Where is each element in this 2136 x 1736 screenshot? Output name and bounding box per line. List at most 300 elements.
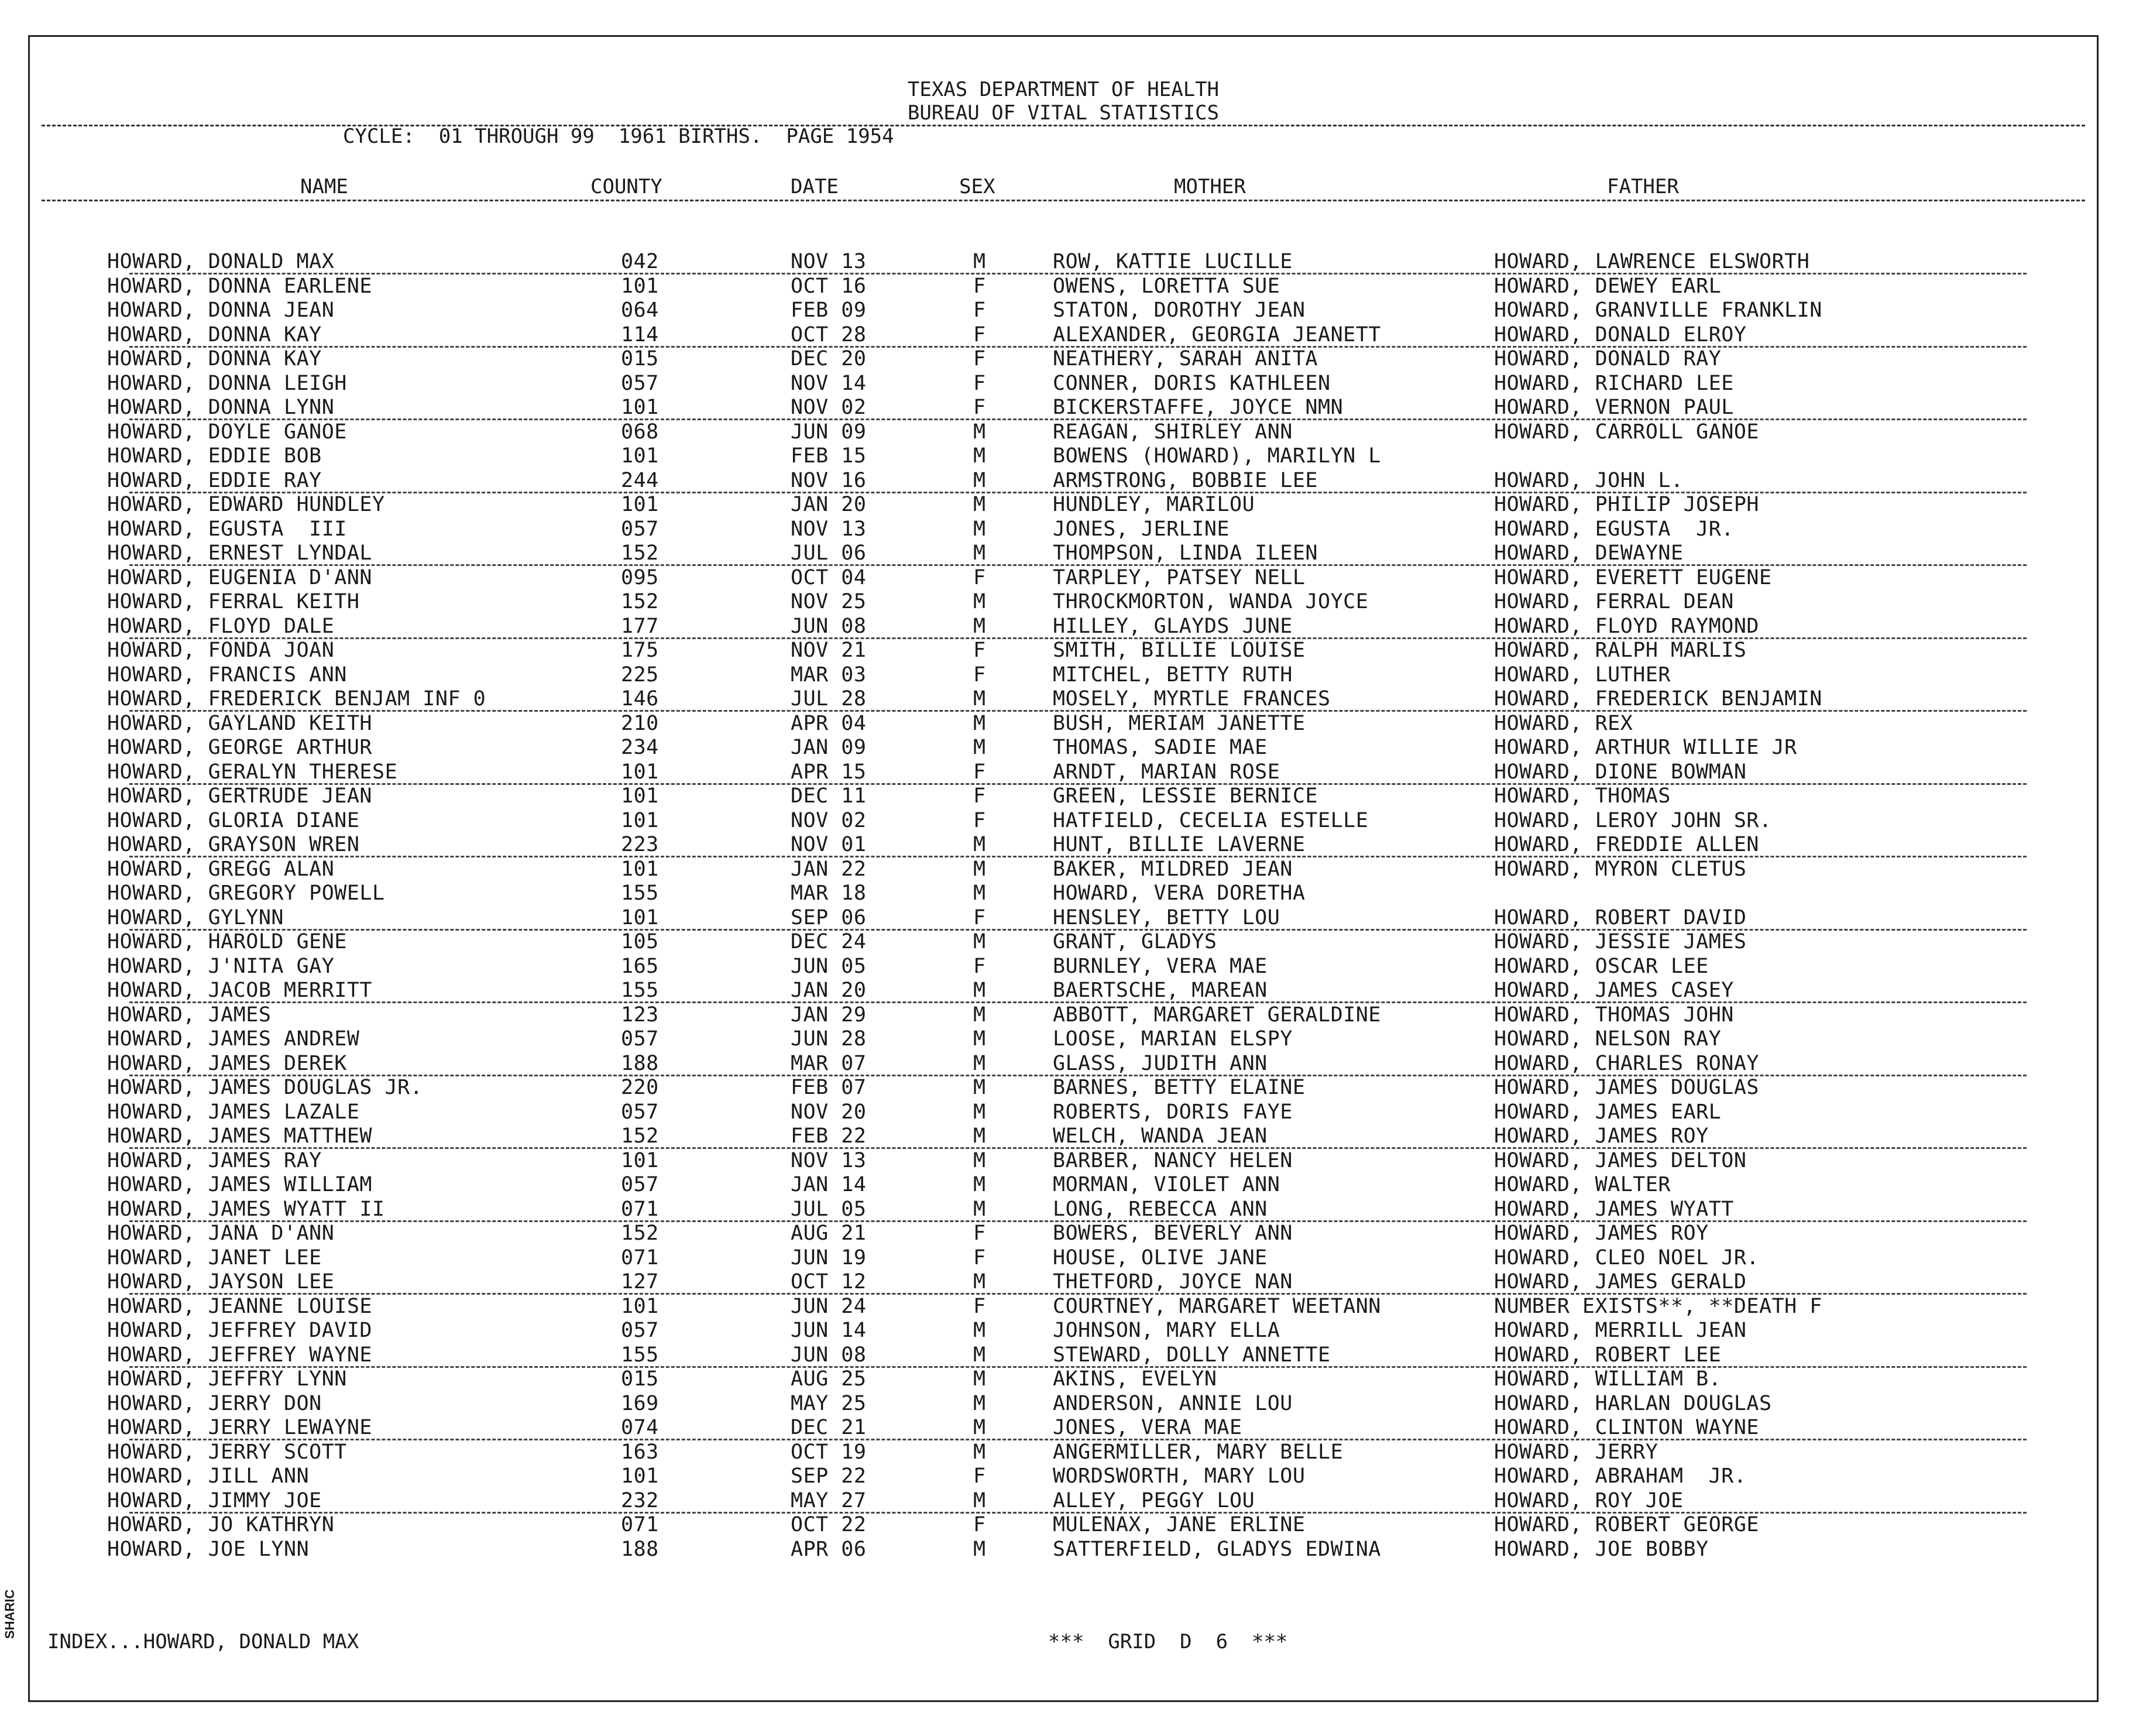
county-cell: 101	[621, 808, 659, 832]
county-cell: 152	[621, 590, 659, 613]
date-cell: JUN 08	[791, 1343, 867, 1367]
father-cell: HOWARD, JOHN L.	[1494, 468, 1684, 492]
county-cell: 244	[621, 468, 659, 492]
county-cell: 155	[621, 881, 659, 905]
county-cell: 068	[621, 420, 659, 444]
name-cell: HOWARD, JEFFRY LYNN	[107, 1367, 347, 1391]
name-cell: HOWARD, J'NITA GAY	[107, 954, 335, 978]
date-cell: JAN 09	[791, 736, 867, 759]
table-row	[30, 1222, 2097, 1245]
date-cell: OCT 22	[791, 1513, 867, 1536]
father-cell: HOWARD, PHILIP JOSEPH	[1494, 493, 1760, 516]
county-cell: 071	[621, 1197, 659, 1221]
table-row	[30, 299, 2097, 322]
date-cell: JUN 14	[791, 1319, 867, 1342]
date-cell: JUN 28	[791, 1027, 867, 1051]
records-table	[30, 37, 2097, 1700]
father-cell: HOWARD, LUTHER	[1494, 663, 1671, 687]
mother-cell: ARNDT, MARIAN ROSE	[1053, 760, 1280, 784]
table-row	[30, 1440, 2097, 1464]
table-row	[30, 1198, 2097, 1221]
name-cell: HOWARD, GEORGE ARTHUR	[107, 736, 373, 759]
date-cell: MAY 25	[791, 1391, 867, 1415]
table-row	[30, 517, 2097, 541]
father-cell: HOWARD, VERNON PAUL	[1494, 396, 1734, 419]
mother-cell: WELCH, WANDA JEAN	[1053, 1124, 1268, 1148]
sex-cell: M	[973, 1270, 986, 1294]
father-cell: HOWARD, WALTER	[1494, 1173, 1671, 1196]
name-cell: HOWARD, DONNA EARLENE	[107, 274, 373, 298]
sex-cell: M	[973, 930, 986, 953]
mother-cell: ALEXANDER, GEORGIA JEANETT	[1053, 323, 1381, 346]
name-cell: HOWARD, JEANNE LOUISE	[107, 1294, 373, 1318]
name-cell: HOWARD, FREDERICK BENJAM INF 0	[107, 687, 486, 711]
county-cell: 057	[621, 517, 659, 541]
county-cell: 232	[621, 1488, 659, 1512]
table-row	[30, 1246, 2097, 1270]
mother-cell: THETFORD, JOYCE NAN	[1053, 1270, 1293, 1294]
name-cell: HOWARD, DONNA KAY	[107, 347, 322, 370]
mother-cell: HILLEY, GLAYDS JUNE	[1053, 614, 1293, 638]
column-header-father: FATHER	[1607, 175, 1679, 198]
name-cell: HOWARD, GREGORY POWELL	[107, 881, 385, 905]
county-cell: 042	[621, 250, 659, 273]
county-cell: 057	[621, 1027, 659, 1051]
date-cell: NOV 14	[791, 371, 867, 395]
table-row	[30, 396, 2097, 419]
father-cell: HOWARD, ROBERT DAVID	[1494, 905, 1747, 929]
date-cell: FEB 09	[791, 299, 867, 322]
name-cell: HOWARD, JEFFREY WAYNE	[107, 1343, 373, 1367]
mother-cell: THOMPSON, LINDA ILEEN	[1053, 541, 1318, 565]
sex-cell: F	[973, 1294, 986, 1318]
mother-cell: JOHNSON, MARY ELLA	[1053, 1319, 1280, 1342]
column-header-county: COUNTY	[590, 175, 662, 198]
date-cell: MAR 07	[791, 1051, 867, 1075]
table-row	[30, 1367, 2097, 1391]
name-cell: HOWARD, DOYLE GANOE	[107, 420, 347, 444]
sex-cell: M	[973, 444, 986, 468]
county-cell: 101	[621, 905, 659, 929]
table-row	[30, 1076, 2097, 1099]
father-cell: HOWARD, DEWAYNE	[1494, 541, 1684, 565]
sex-cell: M	[973, 1416, 986, 1439]
name-cell: HOWARD, DONNA JEAN	[107, 299, 335, 322]
table-row	[30, 590, 2097, 613]
name-cell: HOWARD, DONNA LYNN	[107, 396, 335, 419]
name-cell: HOWARD, JAMES LAZALE	[107, 1100, 360, 1124]
date-cell: APR 06	[791, 1537, 867, 1561]
county-cell: 146	[621, 687, 659, 711]
father-cell: HOWARD, ROBERT LEE	[1494, 1343, 1722, 1367]
county-cell: 101	[621, 444, 659, 468]
date-cell: AUG 25	[791, 1367, 867, 1391]
table-row	[30, 250, 2097, 273]
mother-cell: TARPLEY, PATSEY NELL	[1053, 565, 1306, 589]
table-row	[30, 566, 2097, 589]
mother-cell: BOWENS (HOWARD), MARILYN L	[1053, 444, 1381, 468]
table-row	[30, 784, 2097, 808]
county-cell: 057	[621, 1173, 659, 1196]
sex-cell: F	[973, 639, 986, 662]
date-cell: SEP 22	[791, 1464, 867, 1488]
father-cell: HOWARD, DIONE BOWMAN	[1494, 760, 1747, 784]
father-cell: HOWARD, ARTHUR WILLIE JR	[1494, 736, 1797, 759]
mother-cell: AKINS, EVELYN	[1053, 1367, 1217, 1391]
date-cell: FEB 07	[791, 1076, 867, 1099]
father-cell: HOWARD, JAMES DOUGLAS	[1494, 1076, 1760, 1099]
sex-cell: M	[973, 687, 986, 711]
table-row	[30, 1538, 2097, 1561]
date-cell: MAR 03	[791, 663, 867, 687]
sex-cell: F	[973, 905, 986, 929]
name-cell: HOWARD, GERALYN THERESE	[107, 760, 398, 784]
father-cell: HOWARD, ABRAHAM JR.	[1494, 1464, 1747, 1488]
name-cell: HOWARD, GERTRUDE JEAN	[107, 784, 373, 808]
table-row	[30, 444, 2097, 468]
sex-cell: F	[973, 565, 986, 589]
table-row	[30, 420, 2097, 444]
date-cell: OCT 19	[791, 1440, 867, 1464]
county-cell: 101	[621, 857, 659, 881]
table-row	[30, 493, 2097, 516]
father-cell: HOWARD, FREDDIE ALLEN	[1494, 833, 1760, 856]
sex-cell: F	[973, 299, 986, 322]
sex-cell: F	[973, 1513, 986, 1536]
mother-cell: CONNER, DORIS KATHLEEN	[1053, 371, 1331, 395]
table-row	[30, 809, 2097, 832]
table-row	[30, 1513, 2097, 1536]
mother-cell: STATON, DOROTHY JEAN	[1053, 299, 1306, 322]
name-cell: HOWARD, DONALD MAX	[107, 250, 335, 273]
date-cell: NOV 02	[791, 396, 867, 419]
county-cell: 220	[621, 1076, 659, 1099]
name-cell: HOWARD, JO KATHRYN	[107, 1513, 335, 1536]
date-cell: NOV 21	[791, 639, 867, 662]
mother-cell: WORDSWORTH, MARY LOU	[1053, 1464, 1306, 1488]
father-cell: HOWARD, CHARLES RONAY	[1494, 1051, 1760, 1075]
mother-cell: BUSH, MERIAM JANETTE	[1053, 711, 1306, 735]
mother-cell: STEWARD, DOLLY ANNETTE	[1053, 1343, 1331, 1367]
father-cell: HOWARD, JESSIE JAMES	[1494, 930, 1747, 953]
county-cell: 152	[621, 1124, 659, 1148]
mother-cell: MOSELY, MYRTLE FRANCES	[1053, 687, 1331, 711]
father-cell: HOWARD, LAWRENCE ELSWORTH	[1494, 250, 1810, 273]
table-row	[30, 1100, 2097, 1124]
table-row	[30, 736, 2097, 759]
date-cell: JUN 08	[791, 614, 867, 638]
county-cell: 101	[621, 1294, 659, 1318]
sex-cell: F	[973, 784, 986, 808]
father-cell: HOWARD, JAMES ROY	[1494, 1124, 1709, 1148]
name-cell: HOWARD, JERRY LEWAYNE	[107, 1416, 373, 1439]
sex-cell: F	[973, 1222, 986, 1245]
sex-cell: M	[973, 1003, 986, 1027]
county-cell: 074	[621, 1416, 659, 1439]
county-cell: 225	[621, 663, 659, 687]
sex-cell: F	[973, 1464, 986, 1488]
county-cell: 105	[621, 930, 659, 953]
sex-cell: M	[973, 1440, 986, 1464]
mother-cell: THOMAS, SADIE MAE	[1053, 736, 1268, 759]
sex-cell: M	[973, 1027, 986, 1051]
father-cell: HOWARD, JERRY	[1494, 1440, 1658, 1464]
father-cell: HOWARD, GRANVILLE FRANKLIN	[1494, 299, 1822, 322]
county-cell: 169	[621, 1391, 659, 1415]
father-cell: HOWARD, DONALD ELROY	[1494, 323, 1747, 346]
date-cell: JAN 20	[791, 979, 867, 1002]
date-cell: NOV 01	[791, 833, 867, 856]
name-cell: HOWARD, JACOB MERRITT	[107, 979, 373, 1002]
table-row	[30, 687, 2097, 711]
sex-cell: M	[973, 590, 986, 613]
date-cell: FEB 22	[791, 1124, 867, 1148]
father-cell: HOWARD, DONALD RAY	[1494, 347, 1722, 370]
county-cell: 101	[621, 396, 659, 419]
table-row	[30, 979, 2097, 1002]
county-cell: 101	[621, 274, 659, 298]
mother-cell: SMITH, BILLIE LOUISE	[1053, 639, 1306, 662]
name-cell: HOWARD, FONDA JOAN	[107, 639, 335, 662]
mother-cell: JONES, JERLINE	[1053, 517, 1230, 541]
table-row	[30, 881, 2097, 905]
table-row	[30, 955, 2097, 978]
sex-cell: M	[973, 1173, 986, 1196]
father-cell: HOWARD, JAMES EARL	[1494, 1100, 1722, 1124]
date-cell: JUL 05	[791, 1197, 867, 1221]
document-frame	[28, 35, 2099, 1702]
father-cell: HOWARD, JAMES WYATT	[1494, 1197, 1734, 1221]
father-cell: HOWARD, FERRAL DEAN	[1494, 590, 1734, 613]
date-cell: JUN 24	[791, 1294, 867, 1318]
column-header-date: DATE	[791, 175, 839, 198]
date-cell: JAN 20	[791, 493, 867, 516]
sex-cell: F	[973, 347, 986, 370]
father-cell: HOWARD, THOMAS	[1494, 784, 1671, 808]
name-cell: HOWARD, JILL ANN	[107, 1464, 310, 1488]
mother-cell: ANGERMILLER, MARY BELLE	[1053, 1440, 1344, 1464]
sex-cell: M	[973, 1343, 986, 1367]
county-cell: 101	[621, 493, 659, 516]
father-cell: HOWARD, RICHARD LEE	[1494, 371, 1734, 395]
table-row	[30, 712, 2097, 735]
sex-cell: M	[973, 1391, 986, 1415]
mother-cell: HENSLEY, BETTY LOU	[1053, 905, 1280, 929]
mother-cell: JONES, VERA MAE	[1053, 1416, 1242, 1439]
date-cell: APR 15	[791, 760, 867, 784]
county-cell: 152	[621, 541, 659, 565]
mother-cell: MULENAX, JANE ERLINE	[1053, 1513, 1306, 1536]
mother-cell: BOWERS, BEVERLY ANN	[1053, 1222, 1293, 1245]
mother-cell: ANDERSON, ANNIE LOU	[1053, 1391, 1293, 1415]
mother-cell: BAKER, MILDRED JEAN	[1053, 857, 1293, 881]
county-cell: 163	[621, 1440, 659, 1464]
name-cell: HOWARD, JAMES	[107, 1003, 272, 1027]
county-cell: 101	[621, 784, 659, 808]
table-row	[30, 347, 2097, 370]
sex-cell: M	[973, 857, 986, 881]
table-row	[30, 1489, 2097, 1512]
name-cell: HOWARD, JANET LEE	[107, 1246, 322, 1270]
father-cell: HOWARD, MERRILL JEAN	[1494, 1319, 1747, 1342]
county-cell: 064	[621, 299, 659, 322]
table-row	[30, 469, 2097, 492]
name-cell: HOWARD, GREGG ALAN	[107, 857, 335, 881]
mother-cell: OWENS, LORETTA SUE	[1053, 274, 1280, 298]
name-cell: HOWARD, EDDIE RAY	[107, 468, 322, 492]
date-cell: OCT 16	[791, 274, 867, 298]
mother-cell: HUNDLEY, MARILOU	[1053, 493, 1255, 516]
sex-cell: F	[973, 760, 986, 784]
father-cell: HOWARD, JAMES CASEY	[1494, 979, 1734, 1002]
table-row	[30, 1270, 2097, 1294]
father-cell: HOWARD, ROBERT GEORGE	[1494, 1513, 1760, 1536]
father-cell: HOWARD, FREDERICK BENJAMIN	[1494, 687, 1822, 711]
sex-cell: M	[973, 1197, 986, 1221]
name-cell: HOWARD, JAMES ANDREW	[107, 1027, 360, 1051]
column-header-mother: MOTHER	[1174, 175, 1246, 198]
header-cycle: CYCLE: 01 THROUGH 99 1961 BIRTHS. PAGE 1954	[343, 125, 894, 148]
table-row	[30, 760, 2097, 784]
county-cell: 123	[621, 1003, 659, 1027]
county-cell: 015	[621, 1367, 659, 1391]
table-row	[30, 1027, 2097, 1051]
sex-cell: M	[973, 1148, 986, 1172]
sex-cell: M	[973, 979, 986, 1002]
table-row	[30, 1392, 2097, 1415]
mother-cell: BURNLEY, VERA MAE	[1053, 954, 1268, 978]
date-cell: OCT 28	[791, 323, 867, 346]
county-cell: 057	[621, 1319, 659, 1342]
sex-cell: M	[973, 1367, 986, 1391]
footer-grid: *** GRID D 6 ***	[1048, 1630, 1288, 1653]
county-cell: 234	[621, 736, 659, 759]
name-cell: HOWARD, JAYSON LEE	[107, 1270, 335, 1294]
sex-cell: M	[973, 517, 986, 541]
table-row	[30, 1416, 2097, 1439]
county-cell: 114	[621, 323, 659, 346]
date-cell: NOV 25	[791, 590, 867, 613]
county-cell: 175	[621, 639, 659, 662]
father-cell: HOWARD, OSCAR LEE	[1494, 954, 1709, 978]
mother-cell: BAERTSCHE, MAREAN	[1053, 979, 1268, 1002]
sex-cell: F	[973, 371, 986, 395]
sex-cell: M	[973, 833, 986, 856]
father-cell: HOWARD, LEROY JOHN SR.	[1494, 808, 1772, 832]
table-row	[30, 906, 2097, 929]
mother-cell: GRANT, GLADYS	[1053, 930, 1217, 953]
table-row	[30, 541, 2097, 565]
father-cell: HOWARD, THOMAS JOHN	[1494, 1003, 1734, 1027]
table-row	[30, 615, 2097, 638]
date-cell: MAR 18	[791, 881, 867, 905]
table-row	[30, 275, 2097, 298]
sex-cell: F	[973, 954, 986, 978]
date-cell: NOV 20	[791, 1100, 867, 1124]
date-cell: OCT 04	[791, 565, 867, 589]
column-header-sex: SEX	[959, 175, 995, 198]
table-row	[30, 1003, 2097, 1027]
sex-cell: M	[973, 736, 986, 759]
sex-cell: M	[973, 468, 986, 492]
mother-cell: ROW, KATTIE LUCILLE	[1053, 250, 1293, 273]
mother-cell: BARNES, BETTY ELAINE	[1053, 1076, 1306, 1099]
county-cell: 057	[621, 1100, 659, 1124]
mother-cell: GREEN, LESSIE BERNICE	[1053, 784, 1318, 808]
table-row	[30, 1149, 2097, 1172]
sex-cell: M	[973, 1100, 986, 1124]
date-cell: JAN 14	[791, 1173, 867, 1196]
name-cell: HOWARD, JANA D'ANN	[107, 1222, 335, 1245]
mother-cell: HOUSE, OLIVE JANE	[1053, 1246, 1268, 1270]
county-cell: 223	[621, 833, 659, 856]
date-cell: JAN 29	[791, 1003, 867, 1027]
name-cell: HOWARD, JAMES DEREK	[107, 1051, 347, 1075]
father-cell: HOWARD, MYRON CLETUS	[1494, 857, 1747, 881]
father-cell: HOWARD, CLINTON WAYNE	[1494, 1416, 1760, 1439]
date-cell: DEC 20	[791, 347, 867, 370]
name-cell: HOWARD, JAMES WYATT II	[107, 1197, 385, 1221]
sex-cell: F	[973, 274, 986, 298]
mother-cell: LOOSE, MARIAN ELSPY	[1053, 1027, 1293, 1051]
father-cell: HOWARD, JOE BOBBY	[1494, 1537, 1709, 1561]
county-cell: 155	[621, 979, 659, 1002]
date-cell: NOV 02	[791, 808, 867, 832]
sex-cell: M	[973, 1051, 986, 1075]
footer-index: INDEX...HOWARD, DONALD MAX	[47, 1630, 359, 1653]
date-cell: NOV 13	[791, 250, 867, 273]
name-cell: HOWARD, JERRY SCOTT	[107, 1440, 347, 1464]
sex-cell: F	[973, 396, 986, 419]
mother-cell: HATFIELD, CECELIA ESTELLE	[1053, 808, 1369, 832]
mother-cell: COURTNEY, MARGARET WEETANN	[1053, 1294, 1381, 1318]
mother-cell: HOWARD, VERA DORETHA	[1053, 881, 1306, 905]
father-cell: HOWARD, HARLAN DOUGLAS	[1494, 1391, 1772, 1415]
county-cell: 101	[621, 760, 659, 784]
sex-cell: M	[973, 420, 986, 444]
father-cell: HOWARD, NELSON RAY	[1494, 1027, 1722, 1051]
county-cell: 095	[621, 565, 659, 589]
mother-cell: ARMSTRONG, BOBBIE LEE	[1053, 468, 1318, 492]
sex-cell: F	[973, 663, 986, 687]
father-cell: HOWARD, EVERETT EUGENE	[1494, 565, 1772, 589]
mother-cell: HUNT, BILLIE LAVERNE	[1053, 833, 1306, 856]
table-row	[30, 1052, 2097, 1075]
name-cell: HOWARD, GLORIA DIANE	[107, 808, 360, 832]
mother-cell: SATTERFIELD, GLADYS EDWINA	[1053, 1537, 1381, 1561]
table-row	[30, 663, 2097, 687]
county-cell: 071	[621, 1246, 659, 1270]
sex-cell: M	[973, 1319, 986, 1342]
sex-cell: M	[973, 1124, 986, 1148]
date-cell: NOV 13	[791, 1148, 867, 1172]
sex-cell: F	[973, 808, 986, 832]
name-cell: HOWARD, FLOYD DALE	[107, 614, 335, 638]
date-cell: JUN 09	[791, 420, 867, 444]
table-row	[30, 857, 2097, 881]
father-cell: HOWARD, REX	[1494, 711, 1633, 735]
name-cell: HOWARD, JAMES MATTHEW	[107, 1124, 373, 1148]
table-row	[30, 1173, 2097, 1196]
sex-cell: M	[973, 541, 986, 565]
sex-cell: M	[973, 1537, 986, 1561]
name-cell: HOWARD, JAMES DOUGLAS JR.	[107, 1076, 423, 1099]
mother-cell: MITCHEL, BETTY RUTH	[1053, 663, 1293, 687]
date-cell: JUL 06	[791, 541, 867, 565]
date-cell: JAN 22	[791, 857, 867, 881]
county-cell: 188	[621, 1537, 659, 1561]
father-cell: NUMBER EXISTS**, **DEATH F	[1494, 1294, 1822, 1318]
